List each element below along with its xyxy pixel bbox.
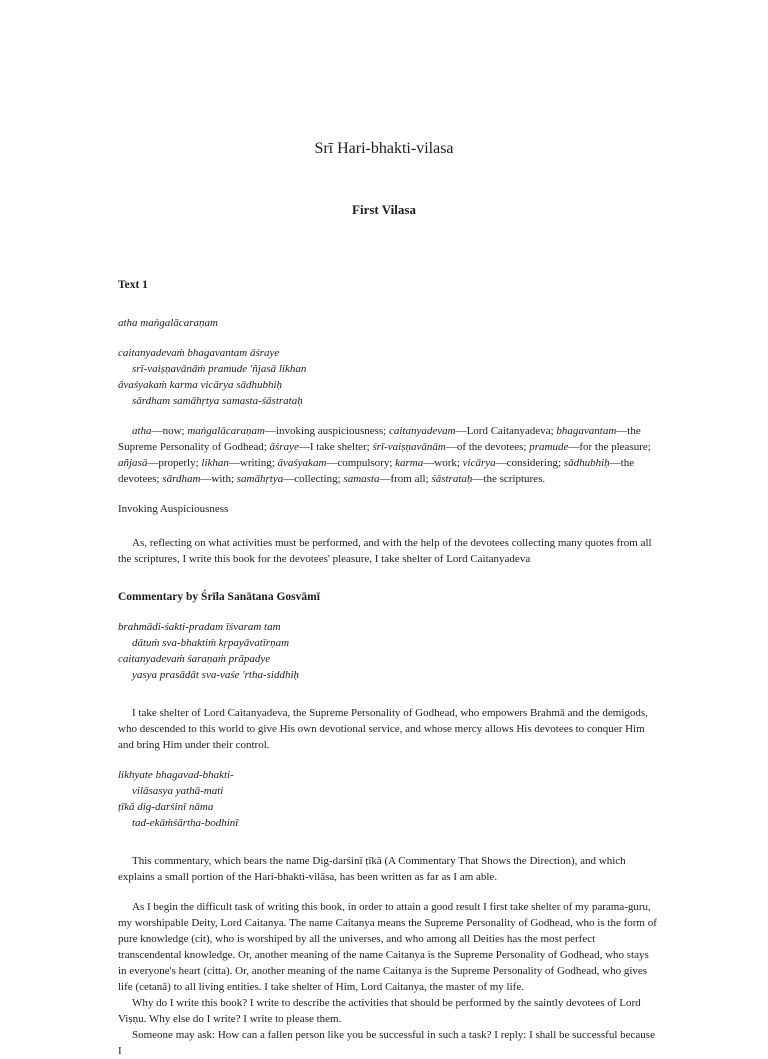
verse-line: vilāsasya yathā-mati <box>132 785 224 797</box>
verse-line: tad-ekāṁśārtha-bodhinī <box>132 817 239 829</box>
verse-line: likhyate bhagavad-bhakti- <box>118 769 234 781</box>
commentary-paragraph: I take shelter of Lord Caitanyadeva, the Supreme Personality of Godhead, who empowers Brahmā and the demigods, who descended to this world to give His own devotional service, and whose mercy allows His devotees to conquer Him and bring Him under their control. <box>118 707 648 751</box>
document-body <box>118 277 658 1059</box>
verse-line: brahmādi-śakti-pradam īśvaram tam <box>118 621 281 633</box>
verse-line: yasya prasādāt sva-vaśe 'rtha-siddhiḥ <box>132 669 300 681</box>
verse-line: ṭīkā dig-darśinī nāma <box>118 801 214 813</box>
verse-line: srī-vaiṣṇavānāṁ pramude 'ñjasā likhan <box>132 363 307 375</box>
word-for-word-synonyms: atha—now; maṅgalācaraṇam—invoking auspiciousness; caitanyadevam—Lord Caitanyadeva; bhagavantam—the Supreme Personality of Godhead; āśraye—I take shelter; śrī-vaiṣṇavānām—of the devotees; pramude—for the pleasure; añjasā—properly; likhan—writing; āvaśyakam—compulsory; karma—work; vicārya—considering; sādhubhiḥ—the devotees; sārdham—with; samāhṛtya—collecting; samasta—from all; śāstrataḥ—the scriptures. <box>118 425 651 485</box>
chapter-title: First Vilasa <box>352 202 416 217</box>
commentary-heading: Commentary by Śrīla Sanātana Gosvāmī <box>118 591 320 603</box>
text-heading: Text 1 <box>118 279 148 291</box>
commentary-verse-2 <box>118 767 658 831</box>
commentary-paragraph: As I begin the difficult task of writing this book, in order to attain a good result I first take shelter of my parama-guru, my worshipable Deity, Lord Caitanya. The name Caitanya means the Supreme Personality of Godhead, who is the form of pure knowledge (cit), who is worshiped by all the universes, and who among all Deities has the most perfect transcendental knowledge. Or, another meaning of the name Caitanya is the Supreme Personality of Godhead, who stays in everyone's heart (citta). Or, another meaning of the name Caitanya is the Supreme Personality of Godhead, who gives life (cetanā) to all living entities. I take shelter of Him, Lord Caitanya, the master of my life. <box>118 901 657 993</box>
document-title: Srī Hari-bhakti-vilasa <box>314 140 454 157</box>
verse-line: dātuṁ sva-bhaktiṁ kṛpayāvatīrṇam <box>132 637 290 649</box>
verse-line: caitanyadevaṁ bhagavantam āśraye <box>118 347 280 359</box>
translation-paragraph: As, reflecting on what activities must be performed, and with the help of the devotees collecting many quotes from all the scriptures, I write this book for the devotees' pleasure, I take shelter of Lord Caitanyadeva <box>118 537 652 565</box>
translation-heading: Invoking Auspiciousness <box>118 503 229 515</box>
verse-line: sārdham samāhṛtya samasta-śāstrataḥ <box>132 395 303 407</box>
verse-line: āvaśyakaṁ karma vicārya sādhubhiḥ <box>118 379 283 391</box>
sanskrit-verse <box>118 345 658 409</box>
commentary-paragraph: Someone may ask: How can a fallen person like you be successful in such a task? I reply: I shall be successful because I <box>118 1029 655 1057</box>
commentary-verse-1 <box>118 619 658 683</box>
commentary-paragraph: This commentary, which bears the name Dig-darśinī ṭīkā (A Commentary That Shows the Direction), and which explains a small portion of the Hari-bhakti-vilāsa, has been written as far as I am able. <box>118 855 626 883</box>
commentary-paragraph: Why do I write this book? I write to describe the activities that should be performed by the saintly devotees of Lord Viṣṇu. Why else do I write? I write to please them. <box>118 997 641 1025</box>
verse-line: caitanyadevaṁ śaraṇaṁ prāpadye <box>118 653 271 665</box>
invocation-title: atha maṅgalācaraṇam <box>118 317 218 329</box>
